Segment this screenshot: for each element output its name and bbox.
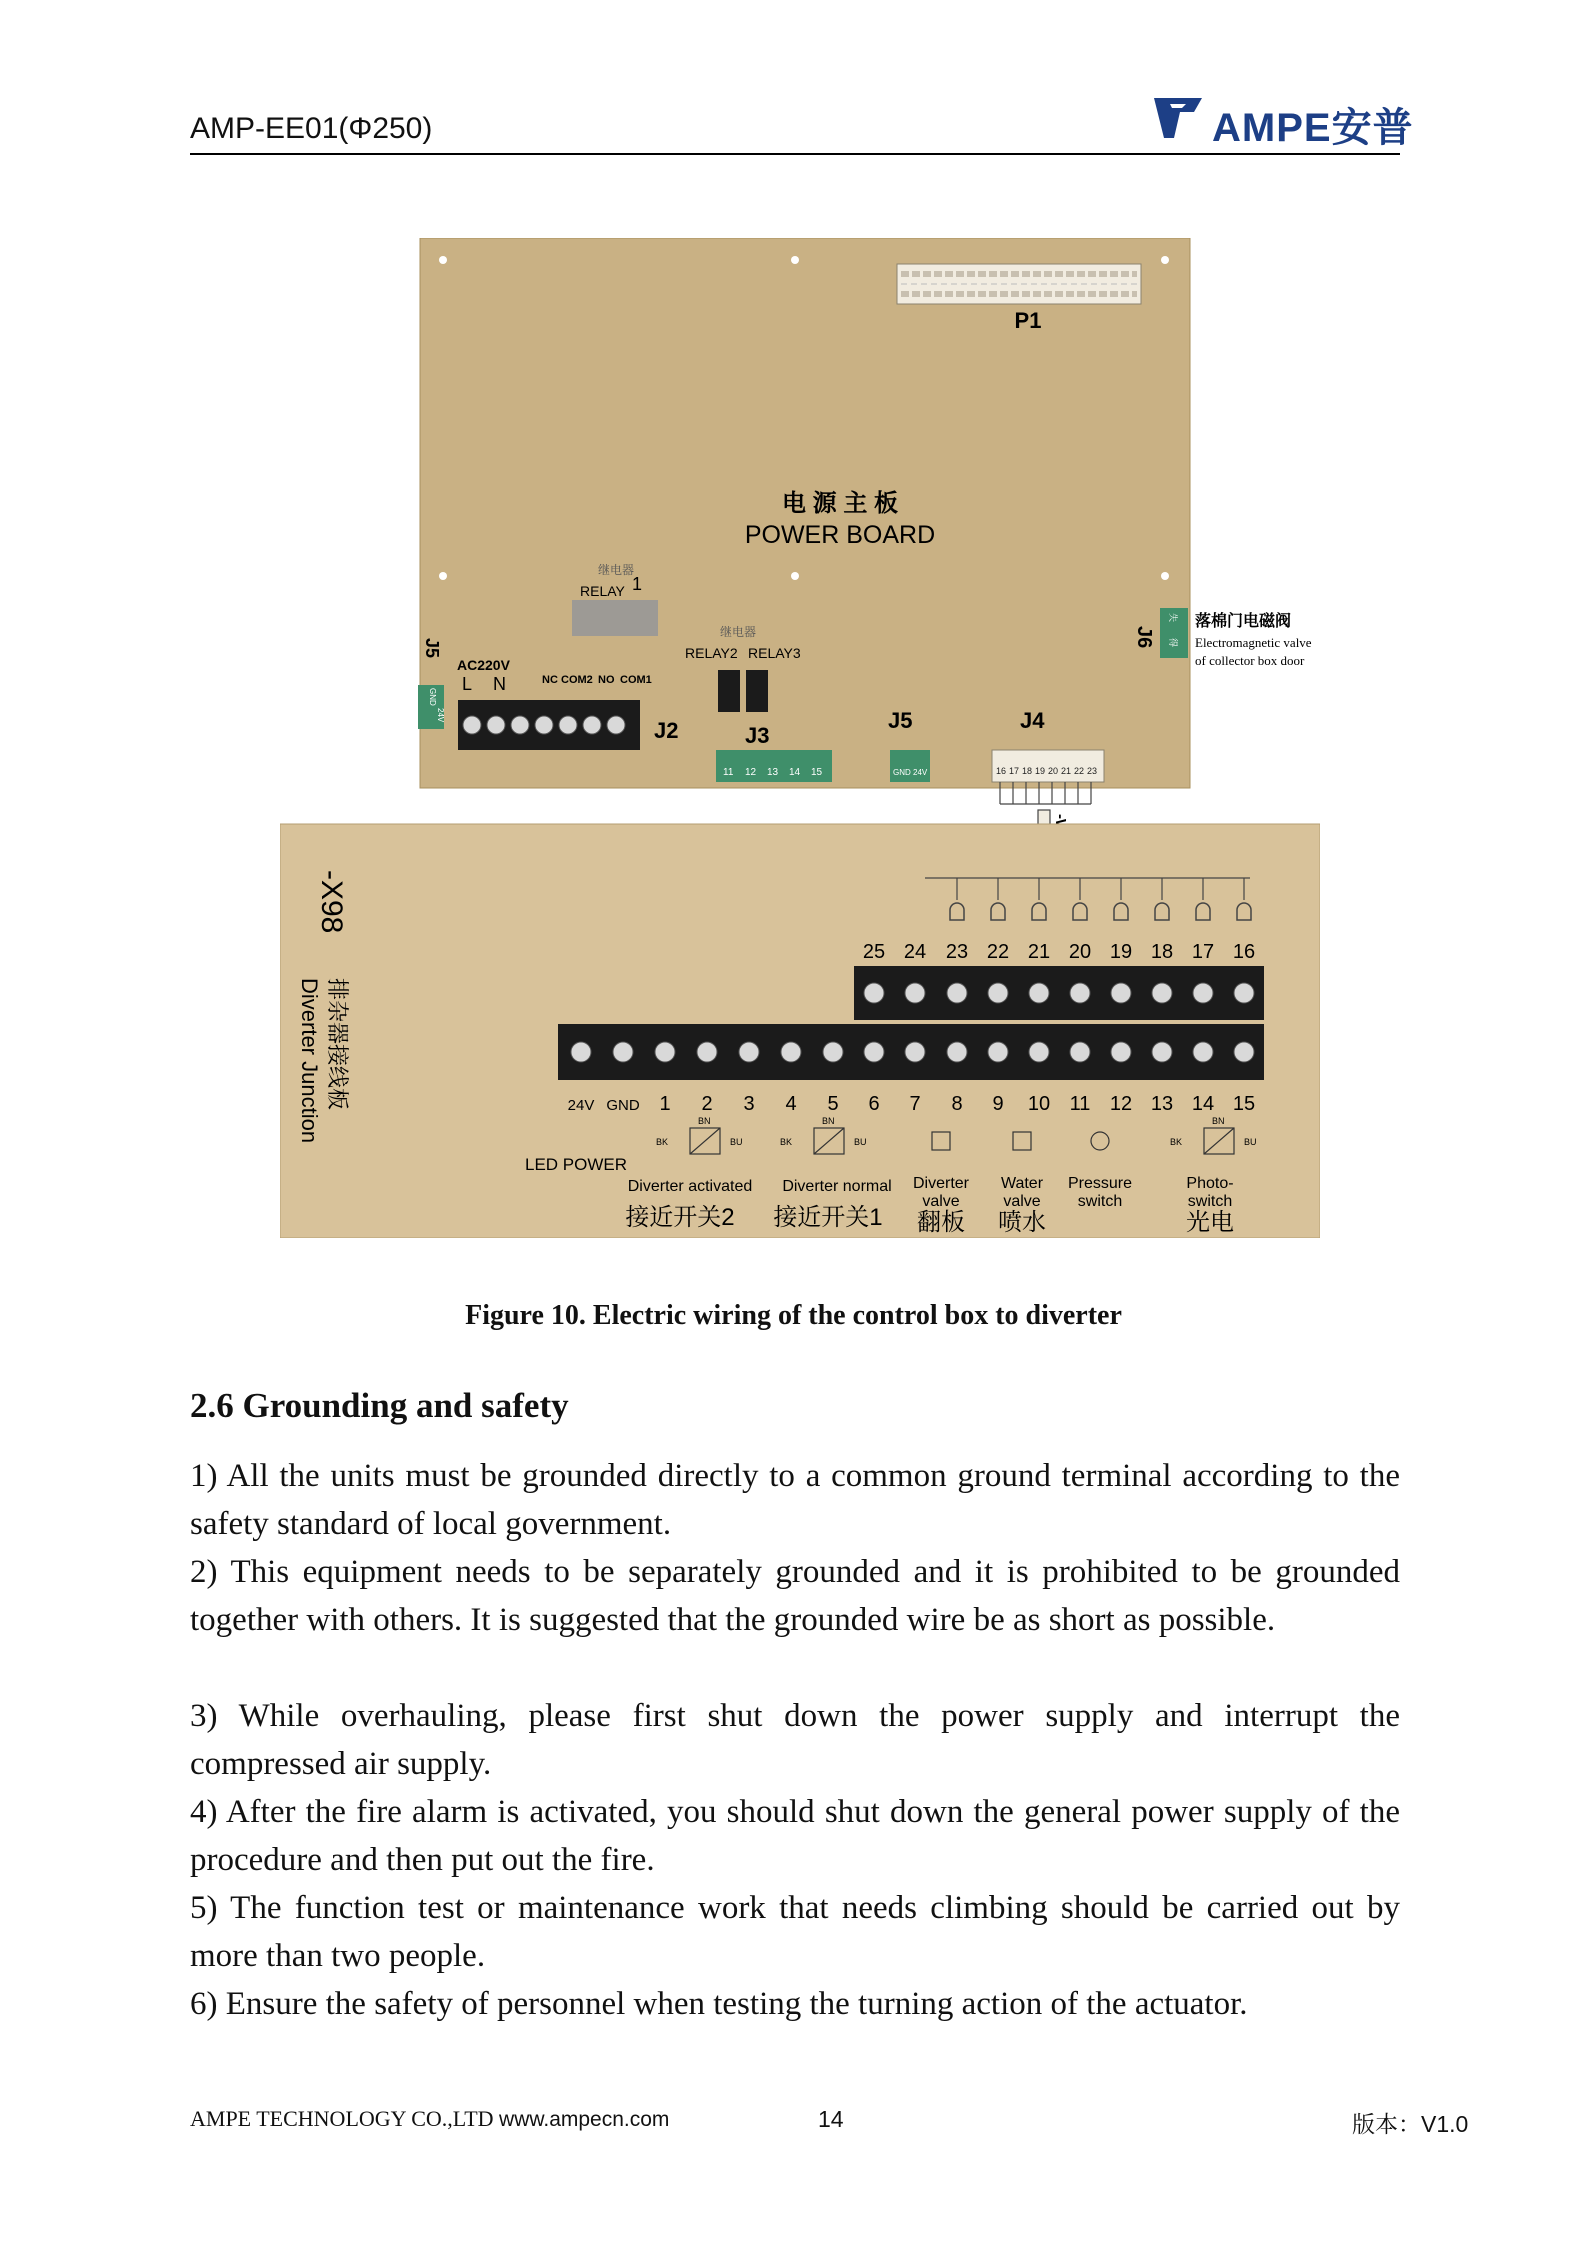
terminal-number: 17 <box>1191 941 1215 963</box>
header-rule <box>190 153 1400 155</box>
terminal-number: 19 <box>1109 941 1133 963</box>
j5-pin-gnd: GND <box>893 768 911 777</box>
terminal-number: 24V <box>567 1097 595 1114</box>
terminal-number: 11 <box>1069 1093 1091 1115</box>
j5-label: J5 <box>888 708 913 733</box>
sensor2-bk: BK <box>656 1137 669 1147</box>
relay3-label: RELAY3 <box>748 645 801 661</box>
sensor1-bn: BN <box>822 1116 835 1126</box>
terminal-number: 23 <box>945 941 969 963</box>
terminal-number: 22 <box>986 941 1010 963</box>
j4-pin: 16 <box>996 766 1007 776</box>
terminal-number: 25 <box>862 941 886 963</box>
j5-left-label: J5 <box>422 638 442 659</box>
paragraph: 3) While overhauling, please first shut down the power supply and interrupt the compressed air supply. <box>190 1698 1400 1782</box>
section-heading: 2.6 Grounding and safety <box>190 1386 569 1425</box>
power-board-label-en: POWER BOARD <box>744 521 936 549</box>
j6-note-cn: 落棉门电磁阀 <box>1195 613 1292 630</box>
device-label-cn: 接近开关2 <box>625 1204 735 1231</box>
device-label-en: Water <box>1000 1175 1044 1192</box>
paragraph: 4) After the fire alarm is activated, you should shut down the general power supply of the procedure and then put out the fire. <box>190 1794 1400 1878</box>
device-label-cn: 翻板 <box>917 1209 965 1236</box>
terminal-number: 18 <box>1150 941 1174 963</box>
j4-pin: 23 <box>1087 766 1098 776</box>
document-code: AMP-EE01(Φ250) <box>190 112 433 145</box>
junction-id: -X98 <box>315 870 348 934</box>
j3-pin: 13 <box>767 767 779 778</box>
relay2 <box>718 670 740 712</box>
j4-pin: 18 <box>1022 766 1033 776</box>
version-label: 版本：V1.0 <box>1352 2111 1469 2137</box>
terminal-number: 1 <box>659 1093 671 1115</box>
power-board-label-cn: 电 源 主 板 <box>781 490 899 517</box>
j4-pin: 20 <box>1048 766 1059 776</box>
j6-pin: 得 <box>1168 638 1178 648</box>
j6-note-en2: of collector box door <box>1195 653 1305 668</box>
company-url: www.ampecn.com <box>499 2108 670 2131</box>
device-label-en: Pressure <box>1067 1175 1133 1192</box>
device-label-en: Photo- <box>1186 1175 1234 1192</box>
footer-company <box>190 2106 669 2132</box>
company-logo <box>1150 92 1414 150</box>
relay2-label: RELAY2 <box>685 645 738 661</box>
j6-label: J6 <box>1133 626 1155 649</box>
relay23-label-cn: 继电器 <box>720 625 757 639</box>
j5-left-pin-24v: 24V <box>436 708 445 723</box>
device-label-en2: switch <box>1077 1193 1123 1210</box>
j2-label: J2 <box>654 718 679 743</box>
terminal-number: 20 <box>1068 941 1092 963</box>
ac220v-label: AC220V <box>457 657 510 673</box>
sensor1-bu: BU <box>854 1137 867 1147</box>
relay1 <box>572 600 658 636</box>
device-label-en2: switch <box>1187 1193 1233 1210</box>
device-label-en: Diverter normal <box>782 1178 892 1195</box>
logo-text: AMPE安普 <box>1212 106 1414 150</box>
paragraph: 2) This equipment needs to be separately grounded and it is prohibited to be grounded together with others. It is suggested that the grounded wire be as short as possible. <box>190 1554 1400 1638</box>
terminal-number: 24 <box>903 941 927 963</box>
junction-title-en: Diverter Junction <box>297 978 322 1144</box>
device-label-en2: valve <box>1003 1193 1041 1210</box>
j3-pin: 14 <box>789 767 801 778</box>
paragraph: 1) All the units must be grounded directly to a common ground terminal according to the safety standard of local government. <box>190 1458 1400 1542</box>
device-label-en: Diverter activated <box>627 1178 753 1195</box>
p1-label: P1 <box>1014 308 1042 333</box>
terminal-number: 16 <box>1232 941 1256 963</box>
p1-connector <box>897 264 1141 304</box>
n-label: N <box>493 674 506 694</box>
relay-pin-com1: COM1 <box>620 674 652 686</box>
relay3 <box>746 670 768 712</box>
j6-note-en1: Electromagnetic valve <box>1195 635 1312 650</box>
j3-pin: 12 <box>745 767 757 778</box>
terminal-number: 14 <box>1191 1093 1215 1115</box>
wiring-diagram <box>280 238 1320 1238</box>
relay-pin-nc: NC <box>542 674 558 686</box>
device-label-cn: 喷水 <box>998 1209 1046 1236</box>
photo-bn: BN <box>1212 1116 1225 1126</box>
figure-caption: Figure 10. Electric wiring of the control box to diverter <box>465 1300 1122 1331</box>
terminal-number: 9 <box>992 1093 1004 1115</box>
device-label-en2: valve <box>922 1193 960 1210</box>
j6-pin: 失 <box>1168 613 1178 623</box>
terminal-number: 13 <box>1150 1093 1174 1115</box>
relay-pin-com2: COM2 <box>561 674 593 686</box>
j3-pin: 15 <box>811 767 823 778</box>
terminal-number: 12 <box>1109 1093 1133 1115</box>
terminal-number: 10 <box>1027 1093 1051 1115</box>
relay-pin-no: NO <box>598 674 615 686</box>
j3-pin: 11 <box>723 767 734 778</box>
device-label-cn: 光电 <box>1186 1209 1234 1236</box>
paragraph: 5) The function test or maintenance work that needs climbing should be carried out by more than two people. <box>190 1890 1400 1974</box>
device-label-cn: 接近开关1 <box>773 1204 883 1231</box>
l-label: L <box>462 674 473 694</box>
terminal-number: 21 <box>1027 941 1051 963</box>
j4-pin: 22 <box>1074 766 1085 776</box>
j5-left-pin-gnd: GND <box>428 688 437 706</box>
relay1-label-cn: 继电器 <box>598 563 635 577</box>
terminal-number: 4 <box>785 1093 797 1115</box>
terminal-number: 2 <box>701 1093 713 1115</box>
paragraph: 6) Ensure the safety of personnel when testing the turning action of the actuator. <box>190 1986 1248 2022</box>
j4-label: J4 <box>1020 708 1045 733</box>
relay1-label: RELAY <box>580 583 625 599</box>
terminal-number: GND <box>606 1097 640 1114</box>
j4-pin: 21 <box>1061 766 1072 776</box>
sensor2-bn: BN <box>698 1116 711 1126</box>
terminal-number: 15 <box>1232 1093 1256 1115</box>
j5-pin-24v: 24V <box>913 768 928 777</box>
j5-connector <box>890 750 930 782</box>
j4-pin: 17 <box>1009 766 1020 776</box>
relay1-number: 1 <box>632 574 643 594</box>
photo-bk: BK <box>1170 1137 1183 1147</box>
terminal-number: 5 <box>827 1093 839 1115</box>
terminal-number: 7 <box>909 1093 921 1115</box>
junction-title-cn: 排杂器接线板 <box>325 978 350 1111</box>
sensor2-bu: BU <box>730 1137 743 1147</box>
terminal-number: 8 <box>951 1093 963 1115</box>
photo-bu: BU <box>1244 1137 1257 1147</box>
device-label-en: Diverter <box>912 1175 970 1192</box>
j3-label: J3 <box>745 723 770 748</box>
company-name: AMPE TECHNOLOGY CO.,LTD <box>190 2106 494 2131</box>
logo-emblem-icon <box>1150 92 1206 144</box>
sensor1-bk: BK <box>780 1137 793 1147</box>
page-number: 14 <box>818 2106 844 2132</box>
j4-pin: 19 <box>1035 766 1046 776</box>
led-power-label: LED POWER <box>525 1155 628 1174</box>
terminal-number: 3 <box>743 1093 755 1115</box>
terminal-number: 6 <box>868 1093 880 1115</box>
